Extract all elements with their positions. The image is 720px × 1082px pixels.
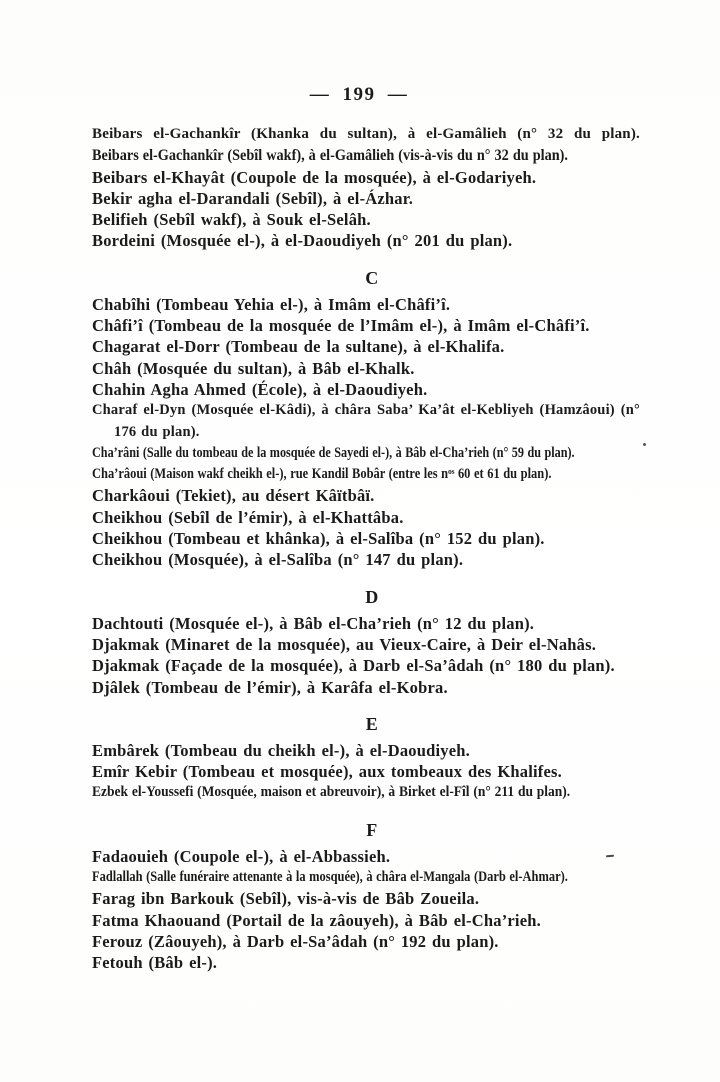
- scan-artifact-dot: [643, 443, 646, 446]
- page-number: — 199 —: [309, 84, 409, 105]
- index-entry: Charkâoui (Tekiet), au désert Kâïtbâï.: [92, 486, 375, 506]
- index-entry: Ezbek el-Youssefi (Mosquée, maison et abreuvoir), à Birket el-Fîl (n° 211 du plan).: [92, 784, 571, 801]
- index-entry: Farag ibn Barkouk (Sebîl), vis-à-vis de Bâb Zoueila.: [92, 889, 480, 909]
- index-entry: Bordeini (Mosquée el-), à el-Daoudiyeh (n° 201 du plan).: [92, 231, 513, 251]
- index-entry: Charaf el-Dyn (Mosquée el-Kâdi), à châra Saba’ Ka’ât el-Kebliyeh (Hamzâoui) (n° 176 du plan).: [92, 402, 640, 440]
- index-entry: Beibars el-Khayât (Coupole de la mosquée), à el-Godariyeh.: [92, 167, 537, 187]
- index-entry: Embârek (Tombeau du cheikh el-), à el-Daoudiyeh.: [92, 740, 470, 760]
- section-heading-d: D: [365, 586, 379, 607]
- section-heading-c: C: [365, 267, 379, 288]
- index-entry: Emîr Kebir (Tombeau et mosquée), aux tombeaux des Khalifes.: [92, 762, 562, 782]
- index-entry: Dachtouti (Mosquée el-), à Bâb el-Cha’rieh (n° 12 du plan).: [92, 613, 535, 633]
- index-entry: Fadlallah (Salle funéraire attenante à la mosquée), à châra el-Mangala (Darb el-Ahmar).: [92, 869, 568, 886]
- index-entry: Cheikhou (Sebîl de l’émir), à el-Khattâba.: [92, 507, 404, 527]
- index-list: [92, 124, 640, 974]
- index-entry: Châfi’î (Tombeau de la mosquée de l’Imâm el-), à Imâm el-Châfi’î.: [92, 316, 590, 336]
- index-entry: Bekir agha el-Darandali (Sebîl), à el-Ázhar.: [92, 188, 414, 208]
- index-entry: Cha’râoui (Maison wakf cheikh el-), rue Kandil Bobâr (entre les nᵒˢ 60 et 61 du plan).: [92, 466, 552, 483]
- index-entry: Beibars el-Gachankîr (Khanka du sultan), à el-Gamâlieh (n° 32 du plan).: [92, 126, 640, 142]
- index-entry: Djakmak (Minaret de la mosquée), au Vieux-Caire, à Deir el-Nahâs.: [92, 634, 597, 654]
- index-entry: Ferouz (Zâouyeh), à Darb el-Sa’âdah (n° 192 du plan).: [92, 931, 499, 951]
- index-entry: Belifieh (Sebîl wakf), à Souk el-Selâh.: [92, 210, 371, 230]
- index-entry: Fatma Khaouand (Portail de la zâouyeh), à Bâb el-Cha’rieh.: [92, 910, 541, 930]
- index-entry: Chagarat el-Dorr (Tombeau de la sultane), à el-Khalifa.: [92, 337, 505, 357]
- section-heading-f: F: [366, 819, 378, 840]
- index-entry: Djakmak (Façade de la mosquée), à Darb el-Sa’âdah (n° 180 du plan).: [92, 656, 615, 676]
- index-entry: Cha’râni (Salle du tombeau de la mosquée de Sayedi el-), à Bâb el-Cha’rieh (n° 59 du plan).: [92, 444, 575, 461]
- index-entry: Châh (Mosquée du sultan), à Bâb el-Khalk.: [92, 358, 415, 378]
- index-entry: Chahin Agha Ahmed (École), à el-Daoudiyeh.: [92, 379, 428, 399]
- index-entry: Fadaouieh (Coupole el-), à el-Abbassieh.: [92, 846, 391, 866]
- index-entry: Beibars el-Gachankîr (Sebîl wakf), à el-Gamâlieh (vis-à-vis du n° 32 du plan).: [92, 147, 568, 165]
- index-entry: Djâlek (Tombeau de l’émir), à Karâfa el-Kobra.: [92, 677, 448, 697]
- section-heading-e: E: [365, 713, 379, 734]
- index-entry: Chabîhi (Tombeau Yehia el-), à Imâm el-Châfi’î.: [92, 294, 451, 314]
- index-entry: Cheikhou (Tombeau et khânka), à el-Salîba (n° 152 du plan).: [92, 529, 545, 549]
- index-entry: Fetouh (Bâb el-).: [92, 953, 218, 973]
- index-entry: Cheikhou (Mosquée), à el-Salîba (n° 147 du plan).: [92, 550, 464, 570]
